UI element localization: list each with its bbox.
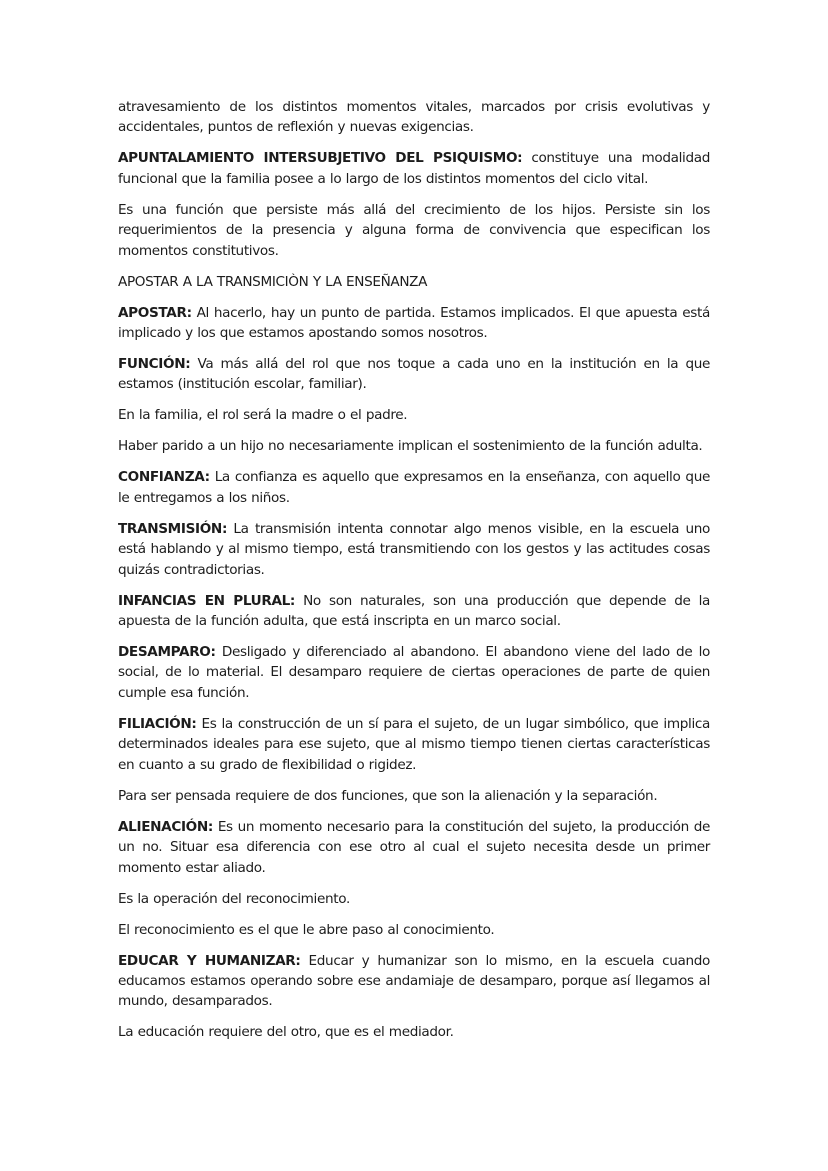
paragraph-text: constituye una modalidad funcional que la familia posee a lo largo de los distintos momentos del ciclo vital. xyxy=(118,150,710,187)
paragraph-text: No son naturales, son una producción que depende de la apuesta de la función adulta, que está inscripta en un marco social. xyxy=(118,592,710,630)
paragraph-educar xyxy=(118,951,710,1012)
paragraph-infancias xyxy=(118,591,710,632)
paragraph-apostar xyxy=(118,303,710,344)
paragraph-text: Es la operación del reconocimiento. xyxy=(118,890,350,907)
paragraph-continuation xyxy=(118,97,710,138)
paragraph-funcion xyxy=(118,354,710,395)
paragraph-educacion xyxy=(118,1022,710,1042)
paragraph-filiacion xyxy=(118,714,710,775)
term-label: FILIACIÓN: xyxy=(118,715,197,732)
term-label: CONFIANZA: xyxy=(118,469,210,486)
paragraph-heading xyxy=(118,272,710,292)
paragraph-confianza xyxy=(118,467,710,508)
term-label: APUNTALAMIENTO INTERSUBJETIVO DEL PSIQUISMO: xyxy=(118,150,523,167)
paragraph-text: La confianza es aquello que expresamos en la enseñanza, con aquello que le entregamos a los niños. xyxy=(118,469,710,506)
term-label: EDUCAR Y HUMANIZAR: xyxy=(118,952,301,969)
paragraph-text: La transmisión intenta connotar algo menos visible, en la escuela uno está hablando y al mismo tiempo, está transmitiendo con los gestos y las actitudes cosas quizás contradictorias. xyxy=(118,520,710,578)
paragraph-text: Al hacerlo, hay un punto de partida. Estamos implicados. El que apuesta está implicado y los que estamos apostando somos nosotros. xyxy=(118,304,710,342)
paragraph-text: Haber parido a un hijo no necesariamente implican el sostenimiento de la función adulta. xyxy=(118,438,703,455)
paragraph-text: Para ser pensada requiere de dos funciones, que son la alienación y la separación. xyxy=(118,787,658,804)
term-label: TRANSMISIÓN: xyxy=(118,520,228,537)
term-label: FUNCIÓN: xyxy=(118,356,191,373)
paragraph-transmision xyxy=(118,519,710,580)
paragraph-text: Desligado y diferenciado al abandono. El abandono viene del lado de lo social, de lo material. El desamparo requiere de ciertas operaciones de parte de quien cumple esa función. xyxy=(118,644,710,701)
term-label: DESAMPARO: xyxy=(118,644,216,661)
term-label: ALIENACIÓN: xyxy=(118,818,213,835)
paragraph-reconocimiento xyxy=(118,920,710,940)
paragraph-familia xyxy=(118,405,710,425)
paragraph-text: atravesamiento de los distintos momentos vitales, marcados por crisis evolutivas y accidentales, puntos de reflexión y nuevas exigencias. xyxy=(118,99,710,136)
paragraph-text: Educar y humanizar son lo mismo, en la escuela cuando educamos estamos operando sobre ese andamiaje de desamparo, porque así llegamos al mundo, desamparados. xyxy=(118,952,710,1010)
paragraph-operacion xyxy=(118,889,710,909)
paragraph-text: El reconocimiento es el que le abre paso al conocimiento. xyxy=(118,921,495,938)
paragraph-text: Es una función que persiste más allá del crecimiento de los hijos. Persiste sin los requerimientos de la presencia y alguna forma de convivencia que especifican los momentos constitutivos. xyxy=(118,201,710,259)
paragraph-apuntalamiento xyxy=(118,148,710,189)
document-body xyxy=(118,97,710,1043)
paragraph-desamparo xyxy=(118,642,710,703)
paragraph-text: Va más allá del rol que nos toque a cada uno en la institución en la que estamos (institución escolar, familiar). xyxy=(118,356,710,393)
paragraph-persiste xyxy=(118,200,710,261)
term-label: APOSTAR: xyxy=(118,304,192,321)
paragraph-alienacion xyxy=(118,817,710,878)
paragraph-text: Es un momento necesario para la constitución del sujeto, la producción de un no. Situar esa diferencia con ese otro al cual el sujeto necesita desde un primer momento estar aliado. xyxy=(118,818,710,876)
paragraph-text: En la familia, el rol será la madre o el padre. xyxy=(118,407,408,424)
paragraph-text: La educación requiere del otro, que es el mediador. xyxy=(118,1024,454,1041)
paragraph-pensada xyxy=(118,786,710,806)
paragraph-text: APOSTAR A LA TRANSMICIÒN Y LA ENSEÑANZA xyxy=(118,273,428,290)
paragraph-text: Es la construcción de un sí para el sujeto, de un lugar simbólico, que implica determinados ideales para ese sujeto, que al mismo tiempo tienen ciertas características en cuanto a su grado de flexibilidad o rigidez. xyxy=(118,715,710,773)
term-label: INFANCIAS EN PLURAL: xyxy=(118,592,296,609)
paragraph-parido xyxy=(118,436,710,456)
